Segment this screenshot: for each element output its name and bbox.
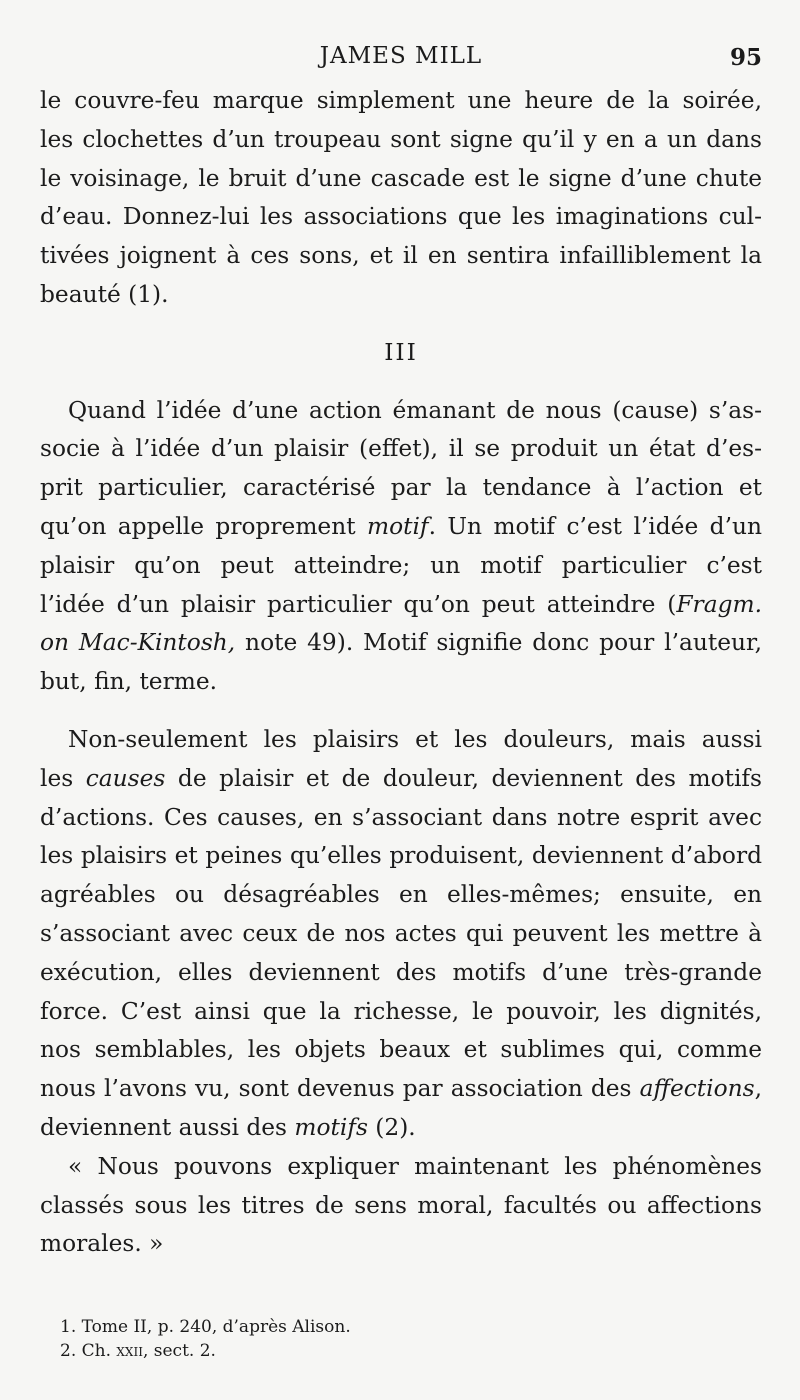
paragraph-motif bbox=[40, 392, 762, 702]
body-text bbox=[40, 82, 762, 1264]
italic-term: affections bbox=[639, 1075, 755, 1103]
text-line: plaisir qu’on peut atteindre; un motif particulier c’est bbox=[40, 551, 762, 579]
paragraph-causes bbox=[40, 721, 762, 1148]
text-line bbox=[40, 624, 762, 663]
text-run: l’idée d’un plaisir particulier qu’on peut atteindre ( bbox=[40, 590, 677, 618]
text-run: deviennent aussi des bbox=[40, 1113, 295, 1141]
text-line: prit particulier, caractérisé par la tendance à l’action et bbox=[40, 474, 762, 502]
text-line: but, fin, terme. bbox=[40, 668, 218, 696]
text-run: nous l’avons vu, sont devenus par association des bbox=[40, 1075, 640, 1103]
text-run: 2. Ch. bbox=[60, 1341, 117, 1361]
text-line: s’associant avec ceux de nos actes qui peuvent les mettre à bbox=[40, 919, 762, 947]
page-number: 95 bbox=[729, 44, 762, 71]
text-run: note 49). Motif signifie donc pour l’auteur, bbox=[235, 629, 762, 657]
footnote-1: 1. Tome II, p. 240, d’après Alison. bbox=[60, 1317, 351, 1337]
text-line: agréables ou désagréables en elles-mêmes; ensuite, en bbox=[40, 881, 762, 909]
text-run: , sect. 2. bbox=[142, 1341, 216, 1361]
text-line: le voisinage, le bruit d’une cascade est le signe d’une chute bbox=[40, 164, 762, 192]
italic-citation: Fragm. bbox=[676, 590, 762, 618]
text-line: socie à l’idée d’un plaisir (effet), il se produit un état d’es- bbox=[40, 435, 762, 463]
text-line bbox=[40, 760, 762, 799]
text-line: d’actions. Ces causes, en s’associant dans notre esprit avec bbox=[40, 803, 762, 831]
italic-term: motif bbox=[367, 512, 429, 540]
chapter-roman-numeral: xxii bbox=[116, 1341, 143, 1361]
italic-term: causes bbox=[85, 764, 166, 792]
footnotes bbox=[60, 1315, 740, 1363]
text-line bbox=[40, 1070, 762, 1109]
section-heading: III bbox=[384, 338, 418, 366]
text-run: de plaisir et de douleur, deviennent des motifs bbox=[165, 764, 762, 792]
text-line: tivées joignent à ces sons, et il en sentira infailliblement la bbox=[40, 242, 762, 270]
text-run: . Un motif c’est l’idée d’un bbox=[428, 512, 762, 540]
text-line: beauté (1). bbox=[40, 280, 169, 308]
text-run: , bbox=[754, 1075, 762, 1103]
text-run: les bbox=[40, 764, 86, 792]
text-line: « Nous pouvons expliquer maintenant les phénomènes bbox=[68, 1152, 762, 1180]
text-line: les plaisirs et peines qu’elles produisent, deviennent d’abord bbox=[40, 842, 762, 870]
paragraph-continuation bbox=[40, 82, 762, 315]
paragraph-gap bbox=[40, 702, 762, 721]
italic-citation: on Mac-Kintosh, bbox=[40, 629, 236, 657]
page-header bbox=[40, 38, 762, 74]
italic-term: motifs bbox=[294, 1113, 368, 1141]
text-run: qu’on appelle proprement bbox=[40, 512, 367, 540]
text-line: classés sous les titres de sens moral, facultés ou affections bbox=[40, 1191, 762, 1219]
text-line bbox=[40, 1109, 762, 1148]
text-line: Quand l’idée d’une action émanant de nous (cause) s’as- bbox=[68, 396, 762, 424]
text-line: force. C’est ainsi que la richesse, le pouvoir, les dignités, bbox=[40, 997, 762, 1025]
text-line: nos semblables, les objets beaux et sublimes qui, comme bbox=[40, 1036, 762, 1064]
text-line bbox=[40, 508, 762, 547]
text-line: le couvre-feu marque simplement une heure de la soirée, bbox=[40, 87, 762, 114]
text-line: d’eau. Donnez-lui les associations que les imaginations cul- bbox=[40, 203, 762, 231]
text-line: morales. » bbox=[40, 1230, 164, 1258]
text-line: exécution, elles deviennent des motifs d’une très-grande bbox=[40, 958, 762, 986]
text-line: les clochettes d’un troupeau sont signe qu’il y en a un dans bbox=[40, 125, 762, 153]
running-title: JAMES MILL bbox=[319, 43, 483, 69]
text-line: Non-seulement les plaisirs et les douleurs, mais aussi bbox=[68, 725, 762, 753]
paragraph-quote bbox=[40, 1148, 762, 1264]
footnote-2 bbox=[60, 1339, 740, 1363]
text-line bbox=[40, 586, 762, 625]
text-run: (2). bbox=[367, 1113, 416, 1141]
